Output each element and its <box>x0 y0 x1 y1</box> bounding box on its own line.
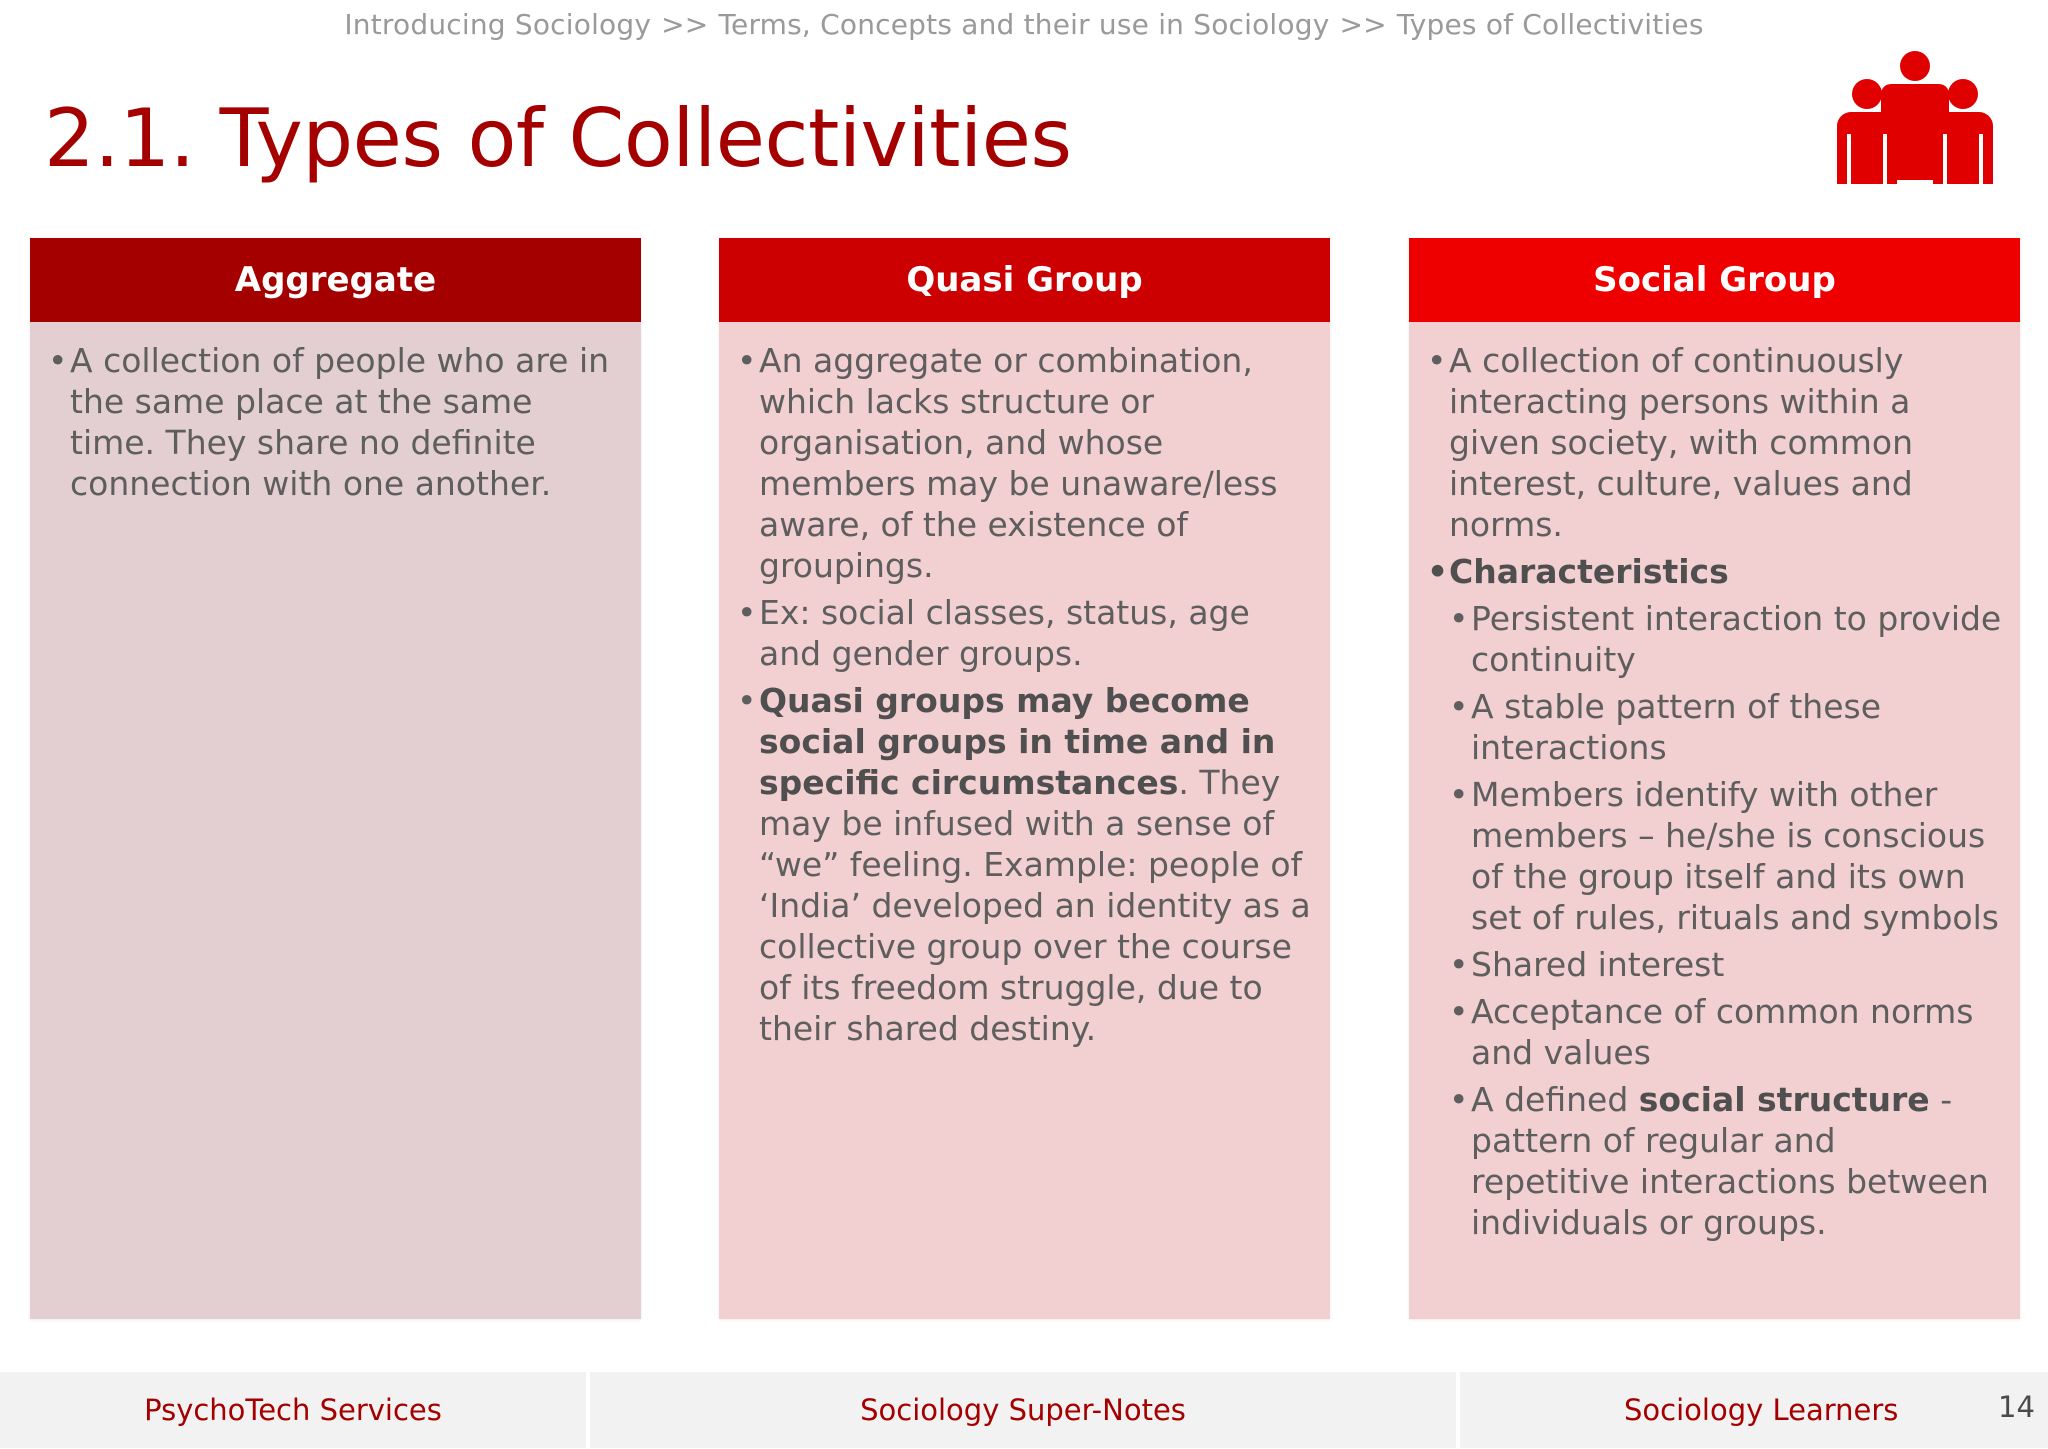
quasi-point-bold-text: Quasi groups may become social groups in time and in specific circumstances <box>759 681 1276 802</box>
breadcrumb-item-current: Types of Collectivities <box>1396 8 1704 41</box>
characteristic-item: • Persistent interaction to provide continuity <box>1449 598 2004 680</box>
quasi-group-points <box>737 340 1314 1049</box>
breadcrumb-item[interactable]: Introducing Sociology <box>344 8 652 41</box>
quasi-group-heading: Quasi Group <box>719 238 1330 322</box>
characteristics-label-item <box>1427 551 2004 1243</box>
characteristic-item: • Acceptance of common norms and values <box>1449 991 2004 1073</box>
breadcrumb-item[interactable]: Terms, Concepts and their use in Sociology <box>718 8 1330 41</box>
quasi-point-transition <box>737 680 1314 1049</box>
quasi-point-rest-text: . They may be infused with a sense of “we” feeling. Example: people of ‘India’ developed an identity as a collective group over the course of its freedom struggle, due to their shared destiny. <box>759 763 1311 1048</box>
aggregate-heading: Aggregate <box>30 238 641 322</box>
aggregate-point: • A collection of people who are in the same place at the same time. They share no definite connection with one another. <box>48 340 625 504</box>
characteristics-list <box>1449 598 2004 1243</box>
aggregate-body <box>30 322 641 1319</box>
footer-center[interactable]: Sociology Super-Notes <box>590 1372 1456 1448</box>
social-group-body <box>1409 322 2020 1319</box>
quasi-point-example: • Ex: social classes, status, age and gender groups. <box>737 592 1314 674</box>
characteristics-label: Characteristics <box>1449 552 1729 591</box>
group-of-people-icon <box>1835 50 1995 185</box>
page-title: 2.1. Types of Collectivities <box>44 92 1072 185</box>
breadcrumb-separator: >> <box>1339 8 1387 41</box>
characteristic-item-social-structure <box>1449 1079 2004 1243</box>
page-number: 14 <box>1998 1390 2035 1424</box>
aggregate-column <box>30 238 641 1319</box>
social-group-heading: Social Group <box>1409 238 2020 322</box>
characteristic-item: • Shared interest <box>1449 944 2004 985</box>
breadcrumb-separator: >> <box>661 8 709 41</box>
characteristic-item: • A stable pattern of these interactions <box>1449 686 2004 768</box>
quasi-point-definition: • An aggregate or combination, which lacks structure or organisation, and whose members may be unaware/less aware, of the existence of groupings. <box>737 340 1314 586</box>
social-structure-rest: - pattern of regular and repetitive interactions between individuals or groups. <box>1471 1080 1989 1242</box>
aggregate-points <box>48 340 625 504</box>
breadcrumb <box>0 8 2048 41</box>
characteristic-item: • Members identify with other members – he/she is conscious of the group itself and its own set of rules, rituals and symbols <box>1449 774 2004 938</box>
quasi-group-body <box>719 322 1330 1319</box>
footer-left[interactable]: PsychoTech Services <box>0 1372 586 1448</box>
social-group-column <box>1409 238 2020 1319</box>
footer <box>0 1372 2048 1448</box>
social-structure-prefix: A defined <box>1471 1080 1639 1119</box>
social-structure-bold: social structure <box>1638 1080 1930 1119</box>
social-group-points <box>1427 340 2004 1243</box>
footer-right[interactable]: Sociology Learners <box>1460 1372 2048 1448</box>
social-point-definition: • A collection of continuously interacting persons within a given society, with common interest, culture, values and norms. <box>1427 340 2004 545</box>
quasi-group-column <box>719 238 1330 1319</box>
